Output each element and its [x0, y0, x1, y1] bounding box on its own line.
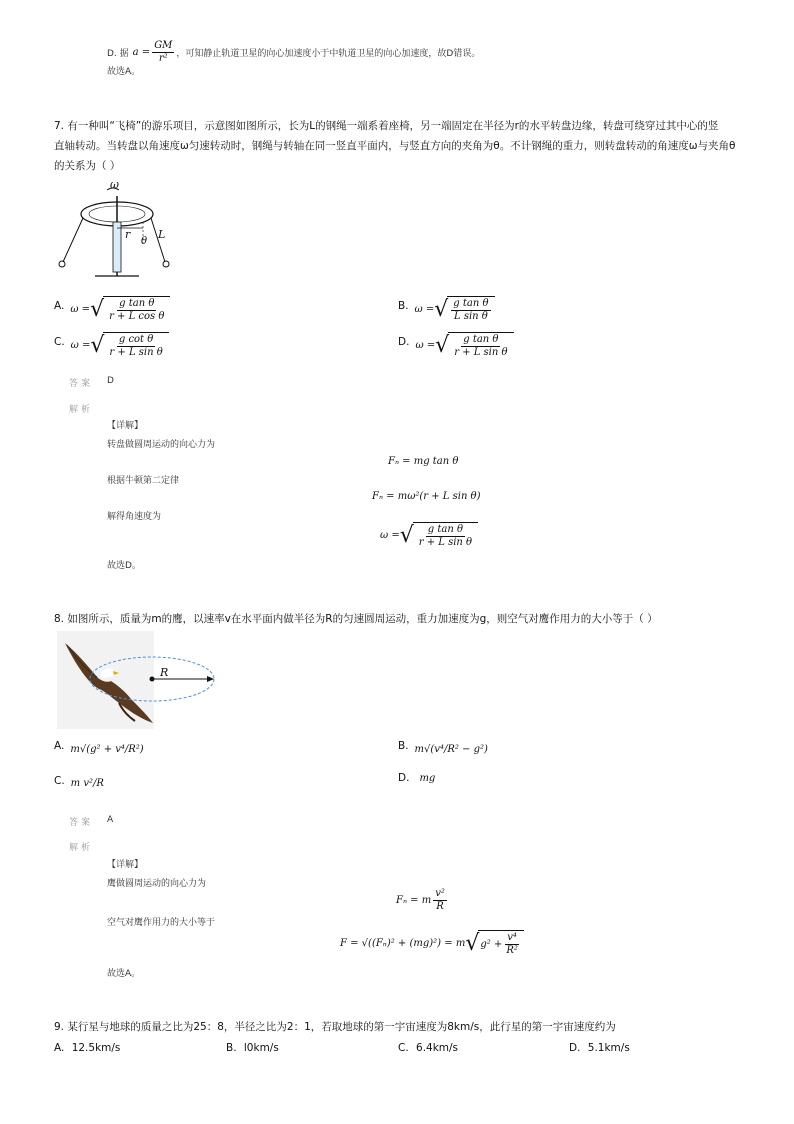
q8-step2-formula: [340, 930, 524, 957]
q9-option-c[interactable]: [398, 1042, 458, 1054]
prev-option-d-num: GM: [154, 40, 173, 51]
q7-option-d-sqrt: √ $\frac{\text{g tan θ}}{\text{r + L sin θ}}$: [435, 332, 513, 359]
q7-option-a-letter: A.: [54, 299, 65, 312]
q9-option-a-letter: A.: [54, 1042, 65, 1054]
q8-step1-text: 鹰做圆周运动的向心力为: [107, 879, 207, 889]
q9-option-d-text: 5.1km/s: [587, 1042, 630, 1054]
q9-line1: 9. 某行星与地球的质量之比为25：8，半径之比为2：1，若取地球的第一宇宙速度为8km/s，此行星的第一宇宙速度约为: [54, 1021, 616, 1033]
q7-option-a-sqrt: √ $\frac{\text{g tan θ}}{\text{r + L cos θ}}$: [90, 296, 170, 323]
prev-option-d-lhs: a =: [132, 47, 151, 58]
q8-step1-lhs: Fₙ = m: [396, 895, 432, 906]
q7-option-c[interactable]: [54, 324, 169, 359]
q8-step2-sqrt: √ g² + $\frac{\text{v⁴}}{\text{R²}}$: [465, 930, 524, 957]
q8-option-c[interactable]: [54, 772, 104, 789]
q8-fig-R-label: R: [160, 666, 169, 679]
q7-fig-pole: [113, 222, 121, 272]
q8-step2-num: v⁴: [507, 932, 517, 943]
q8-option-d[interactable]: [398, 772, 435, 784]
q7-option-d-letter: D.: [398, 335, 410, 348]
q9-option-c-text: 6.4km/s: [416, 1042, 459, 1054]
q9-option-a[interactable]: [54, 1042, 120, 1054]
q7-option-c-num: g cot θ: [118, 334, 154, 345]
q7-option-a-den: r + L cos θ: [109, 311, 165, 322]
q7-fig-seat-left: [59, 261, 65, 267]
q9-option-b-text: l0km/s: [243, 1042, 279, 1054]
q7-step1-text: 转盘做圆周运动的向心力为: [107, 440, 216, 450]
q8-step1-fraction: [433, 888, 447, 913]
q7-option-b-letter: B.: [398, 299, 409, 312]
q8-step1-den: R: [436, 901, 444, 912]
q9-option-d-letter: D.: [569, 1042, 581, 1054]
q7-step3-text: 解得角速度为: [107, 512, 162, 522]
q8-option-b-letter: B.: [398, 739, 409, 752]
q7-option-d-lhs: ω =: [415, 340, 436, 351]
q7-option-b-sqrt: √ $\frac{\text{g tan θ}}{\text{L sin θ}}$: [434, 296, 494, 323]
q7-step3-num: g tan θ: [427, 524, 463, 535]
q7-fig-rope-left: [63, 218, 83, 262]
q7-answer: D: [107, 376, 114, 386]
q7-option-d-den: r + L sin θ: [454, 347, 508, 358]
q7-option-c-letter: C.: [54, 335, 65, 348]
q7-answer-label: 答案: [69, 379, 94, 389]
prev-option-d-text: ，可知静止轨道卫星的向心加速度小于中轨道卫星的向心加速度，故D错误。: [176, 49, 481, 59]
prev-conclusion: 故选A。: [107, 67, 141, 77]
q7-step2-text: 根据牛顿第二定律: [107, 476, 180, 486]
prev-option-d-den: r²: [158, 53, 168, 64]
q7-option-a-lhs: ω =: [70, 304, 91, 315]
q7-option-a-num: g tan θ: [119, 298, 155, 309]
q8-step1-formula: [396, 888, 449, 913]
q7-step2-formula: Fₙ = mω²(r + L sin θ): [372, 491, 481, 502]
q9-option-a-text: 12.5km/s: [71, 1042, 121, 1054]
q8-option-b[interactable]: [398, 736, 488, 755]
q7-fig-L-label: L: [158, 228, 166, 241]
q7-option-b-lhs: ω =: [414, 304, 435, 315]
prev-option-d: [107, 40, 480, 65]
q8-option-c-letter: C.: [54, 774, 65, 787]
prev-option-d-fraction: [152, 40, 174, 65]
q8-eagle-figure: [57, 631, 217, 729]
q8-detail-header: 【详解】: [107, 860, 144, 870]
q7-option-d[interactable]: [398, 324, 514, 359]
q7-option-d-num: g tan θ: [463, 334, 499, 345]
q8-option-b-formula: m√(v⁴/R² − g²): [414, 744, 488, 755]
q7-detail-header: 【详解】: [107, 421, 144, 431]
q7-fig-r-label: r: [125, 228, 131, 241]
q8-conclusion: 故选A。: [107, 969, 141, 979]
q8-fig-radius-arrowhead: [207, 676, 214, 682]
q7-conclusion: 故选D。: [107, 561, 141, 571]
q7-option-c-den: r + L sin θ: [109, 347, 163, 358]
q8-option-a-formula: m√(g² + v⁴/R²): [70, 744, 144, 755]
prev-option-d-prefix: D. 据: [107, 49, 129, 59]
q8-analysis-label: 解析: [69, 843, 94, 853]
q7-fig-seat-right: [163, 261, 169, 267]
q8-answer-label: 答案: [69, 818, 94, 828]
q9-option-c-letter: C.: [398, 1042, 409, 1054]
q8-step2-formula-b: g² +: [480, 939, 503, 950]
q7-step3-formula: [380, 522, 478, 549]
q8-option-d-letter: D.: [398, 772, 410, 784]
q7-line3: 的关系为（ ）: [54, 160, 121, 172]
q8-step2-den: R²: [506, 945, 518, 956]
q7-step1-formula: Fₙ = mg tan θ: [388, 456, 459, 467]
q7-analysis-label: 解析: [69, 405, 94, 415]
q8-option-a-letter: A.: [54, 739, 65, 752]
q7-option-b-num: g tan θ: [453, 298, 489, 309]
q8-answer: A: [107, 815, 114, 825]
q8-line1: 8. 如图所示，质量为m的鹰，以速率v在水平面内做半径为R的匀速圆周运动，重力加速度为g，则空气对鹰作用力的大小等于（ ）: [54, 613, 658, 625]
q7-step3-den: r + L sin θ: [418, 537, 473, 548]
q8-option-a[interactable]: [54, 736, 144, 755]
q7-option-b[interactable]: [398, 288, 495, 323]
q7-step3-sqrt: √ $\frac{\text{g tan θ}}{\text{r + L sin θ}}$: [400, 522, 478, 549]
q7-fig-theta-label: θ: [141, 236, 148, 247]
q9-option-b-letter: B.: [226, 1042, 237, 1054]
q9-option-b[interactable]: [226, 1042, 279, 1054]
q7-step3-lhs: ω =: [380, 530, 400, 541]
q8-option-d-formula: mg: [419, 772, 436, 784]
q7-option-c-sqrt: √ $\frac{\text{g cot θ}}{\text{r + L sin θ}}$: [90, 332, 168, 359]
q7-fig-omega-label: ω: [110, 178, 119, 191]
q7-line2: 直轴转动。当转盘以角速度ω匀速转动时，钢绳与转轴在同一竖直平面内，与竖直方向的夹角为θ。不计钢绳的重力，则转盘转动的角速度ω与夹角θ: [54, 140, 736, 152]
q8-step1-num: v²: [435, 888, 445, 899]
q8-option-c-formula: m v²/R: [70, 778, 104, 789]
q7-flying-chair-figure: [55, 176, 185, 284]
q8-step2-text: 空气对鹰作用力的大小等于: [107, 918, 216, 928]
q9-option-d[interactable]: [569, 1042, 630, 1054]
q7-option-c-lhs: ω =: [70, 340, 91, 351]
q7-option-b-den: L sin θ: [454, 311, 488, 322]
q7-line1: 7. 有一种叫“飞椅”的游乐项目，示意图如图所示，长为L的钢绳一端系着座椅，另一端固定在半径为r的水平转盘边缘，转盘可绕穿过其中心的竖: [54, 120, 719, 132]
q8-step2-formula-a: F = √((Fₙ)² + (mg)²) = m: [340, 938, 466, 949]
q7-option-a[interactable]: [54, 288, 170, 323]
